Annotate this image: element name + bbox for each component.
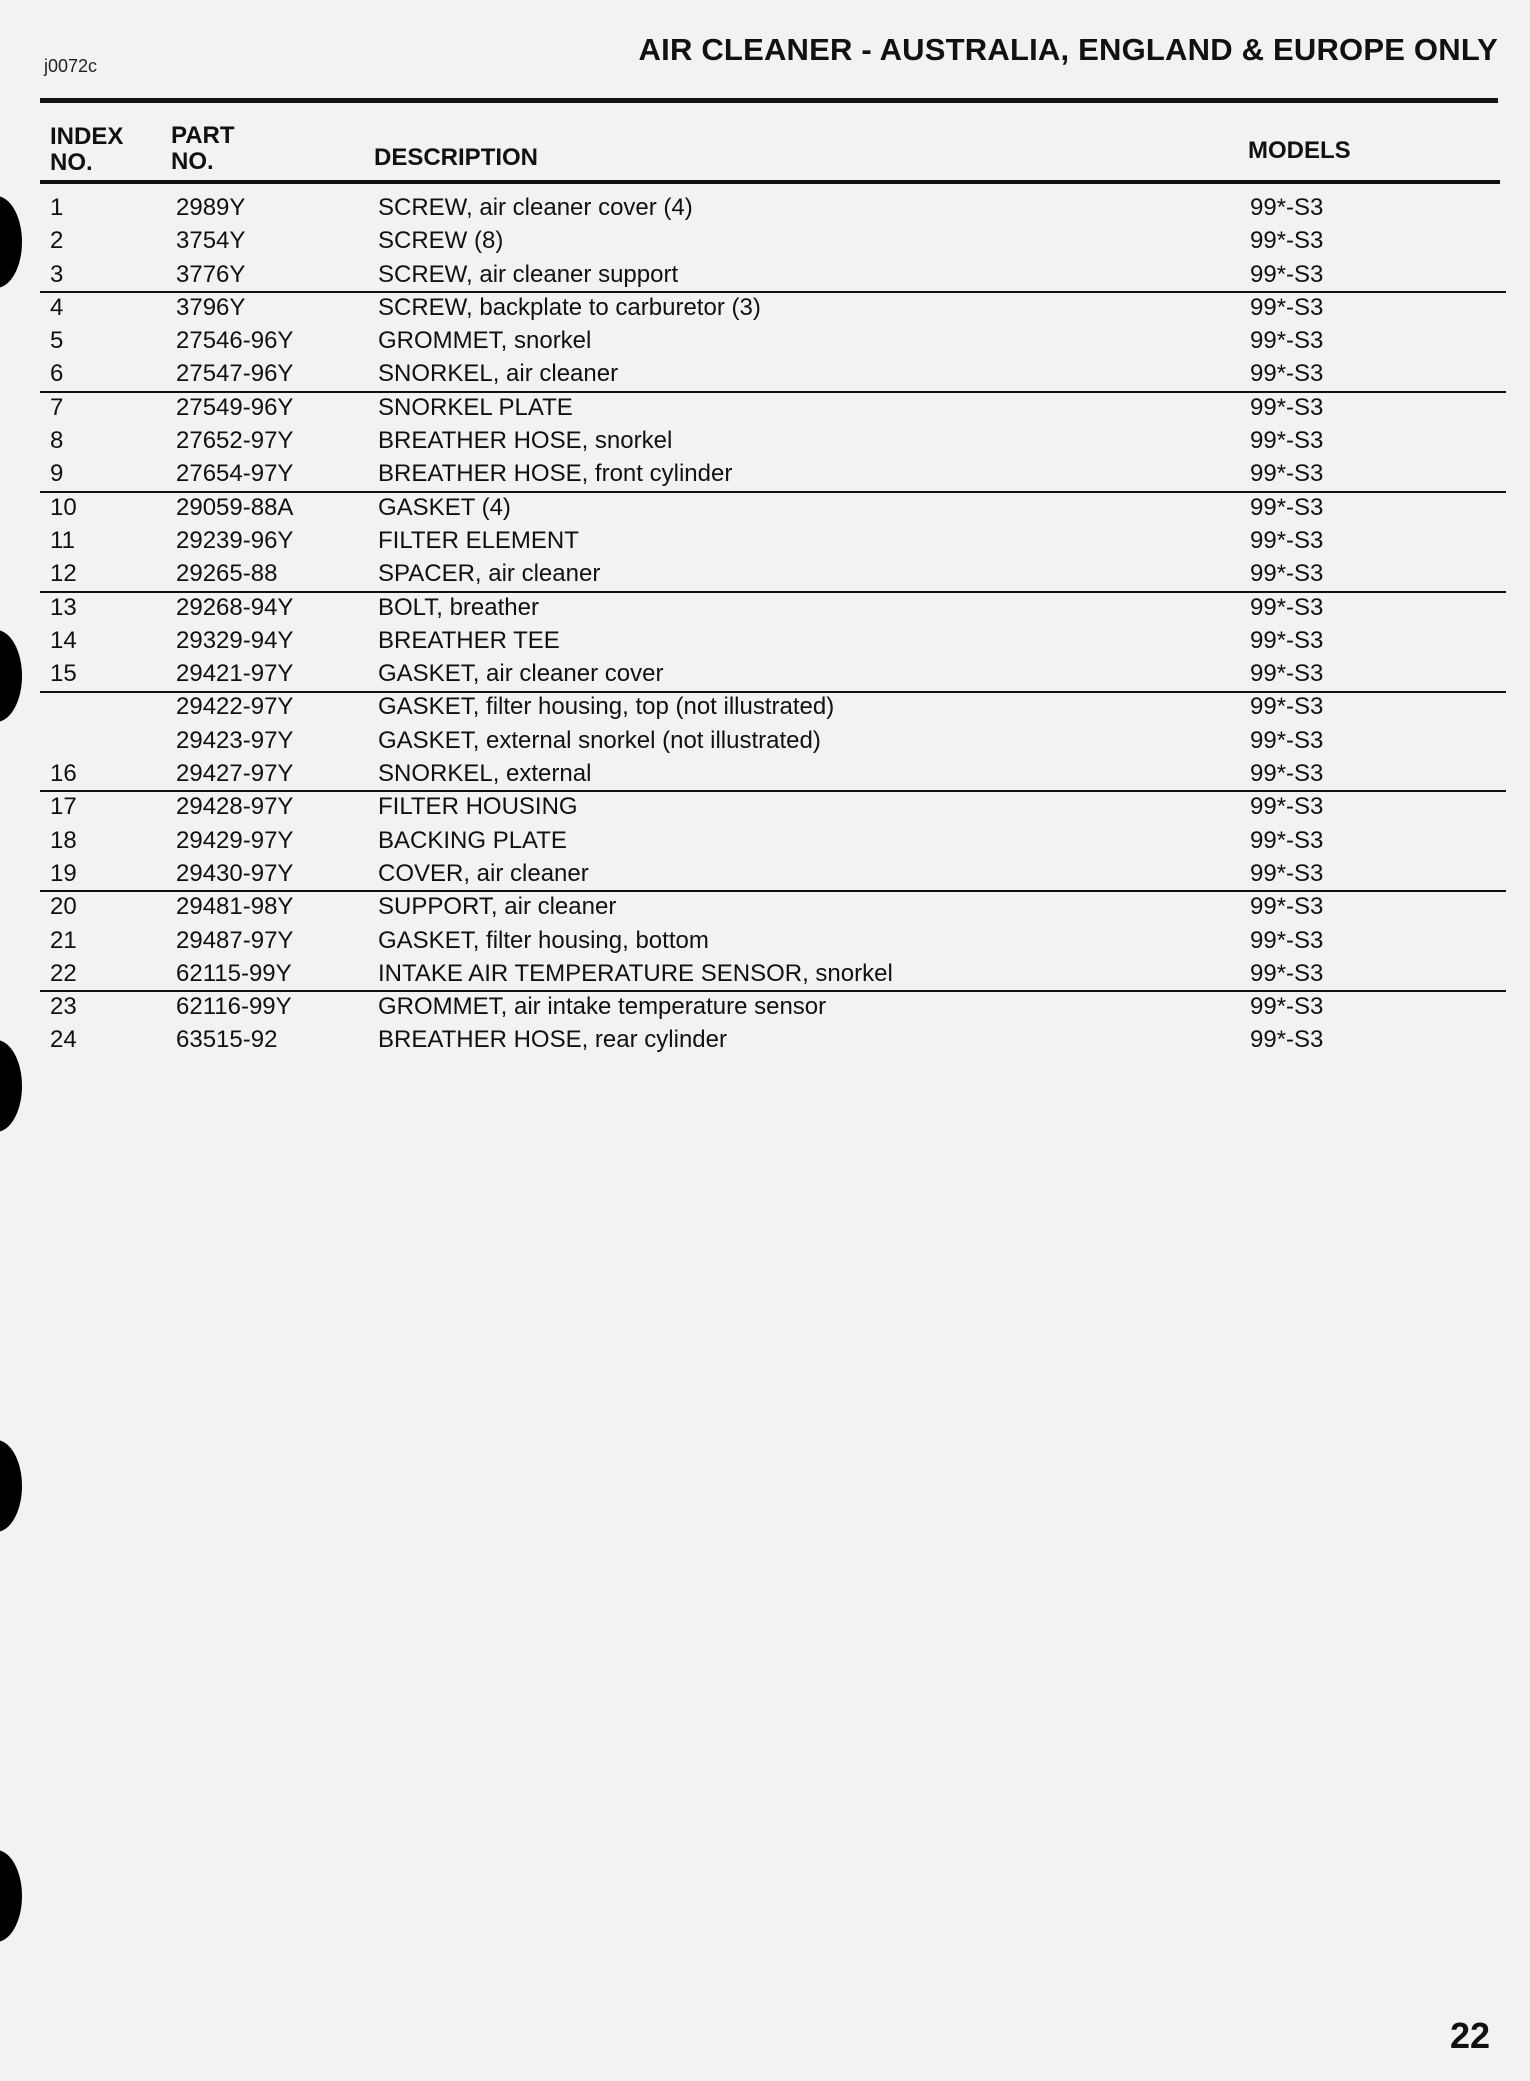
index-cell: 6 xyxy=(50,360,64,388)
part-number-cell: 29428-97Y xyxy=(176,793,294,821)
table-row xyxy=(0,325,1530,358)
table-row xyxy=(0,825,1530,858)
table-row xyxy=(0,1024,1530,1057)
table-row xyxy=(0,358,1530,391)
part-number-cell: 27547-96Y xyxy=(176,360,294,388)
description-cell: SCREW, air cleaner cover (4) xyxy=(378,194,693,221)
part-number-cell: 29239-96Y xyxy=(176,526,294,554)
description-cell: SCREW (8) xyxy=(378,227,504,255)
column-header-models: MODELS xyxy=(1248,137,1351,164)
description-cell: SNORKEL, air cleaner xyxy=(378,360,619,388)
description-cell: GASKET, external snorkel (not illustrated) xyxy=(378,726,821,754)
models-cell: 99*-S3 xyxy=(1250,693,1324,721)
page-number: 22 xyxy=(1449,2015,1490,2056)
description-cell: COVER, air cleaner xyxy=(378,859,589,887)
description-cell: GASKET (4) xyxy=(378,493,511,521)
index-cell: 17 xyxy=(50,793,77,821)
table-row xyxy=(0,891,1530,924)
models-cell: 99*-S3 xyxy=(1250,626,1324,654)
index-cell: 19 xyxy=(50,859,77,887)
index-cell: 16 xyxy=(50,760,77,788)
table-row xyxy=(0,192,1530,225)
index-cell: 11 xyxy=(50,526,75,554)
models-cell: 99*-S3 xyxy=(1250,660,1324,688)
index-cell: 9 xyxy=(50,460,64,488)
table-row xyxy=(0,791,1530,824)
models-cell: 99*-S3 xyxy=(1250,926,1324,954)
description-cell: BACKING PLATE xyxy=(378,826,567,854)
part-number-cell: 29422-97Y xyxy=(176,693,294,721)
table-row xyxy=(0,658,1530,691)
models-cell: 99*-S3 xyxy=(1250,826,1324,854)
part-number-cell: 29427-97Y xyxy=(176,760,294,788)
punch-hole xyxy=(0,1850,22,1942)
models-cell: 99*-S3 xyxy=(1250,793,1324,821)
table-row xyxy=(0,625,1530,658)
models-cell: 99*-S3 xyxy=(1250,760,1324,788)
part-number-cell: 29059-88A xyxy=(176,493,294,521)
index-cell: 3 xyxy=(50,260,64,288)
models-cell: 99*-S3 xyxy=(1250,526,1324,554)
column-header-description: DESCRIPTION xyxy=(374,144,539,171)
description-cell: GASKET, filter housing, top (not illustrated) xyxy=(378,693,835,721)
description-cell: SNORKEL, external xyxy=(378,760,592,788)
part-number-cell: 3754Y xyxy=(176,227,246,255)
header-divider xyxy=(40,180,1500,184)
table-row xyxy=(0,592,1530,625)
table-row xyxy=(0,758,1530,791)
models-cell: 99*-S3 xyxy=(1250,560,1324,588)
description-cell: SCREW, backplate to carburetor (3) xyxy=(378,293,761,321)
punch-hole xyxy=(0,1440,22,1532)
description-cell: SPACER, air cleaner xyxy=(378,560,601,588)
models-cell: 99*-S3 xyxy=(1250,726,1324,754)
index-cell: 20 xyxy=(50,893,77,921)
index-cell: 21 xyxy=(50,926,77,954)
column-header-part-line2: NO. xyxy=(171,148,214,175)
table-row xyxy=(0,292,1530,325)
models-cell: 99*-S3 xyxy=(1250,859,1324,887)
models-cell: 99*-S3 xyxy=(1250,893,1324,921)
index-cell: 10 xyxy=(50,493,77,521)
table-row xyxy=(0,225,1530,258)
index-cell: 5 xyxy=(50,327,64,355)
part-number-cell: 3776Y xyxy=(176,260,246,288)
reference-code: j0072c xyxy=(44,56,98,76)
index-cell: 4 xyxy=(50,293,64,321)
table-row xyxy=(0,492,1530,525)
table-row xyxy=(0,392,1530,425)
title-divider xyxy=(40,98,1498,103)
index-cell: 24 xyxy=(50,1026,77,1054)
description-cell: SNORKEL PLATE xyxy=(378,393,573,421)
table-row xyxy=(0,991,1530,1024)
index-cell: 7 xyxy=(50,393,64,421)
models-cell: 99*-S3 xyxy=(1250,460,1324,488)
part-number-cell: 62116-99Y xyxy=(176,993,292,1021)
models-cell: 99*-S3 xyxy=(1250,993,1324,1021)
parts-table xyxy=(0,192,1530,1058)
models-cell: 99*-S3 xyxy=(1250,260,1324,288)
description-cell: BREATHER HOSE, rear cylinder xyxy=(378,1026,727,1054)
table-row xyxy=(0,458,1530,491)
table-row xyxy=(0,425,1530,458)
description-cell: GROMMET, snorkel xyxy=(378,327,592,355)
column-header-index-line2: NO. xyxy=(50,149,93,176)
table-row xyxy=(0,558,1530,591)
table-row xyxy=(0,858,1530,891)
description-cell: GROMMET, air intake temperature sensor xyxy=(378,993,827,1021)
description-cell: BOLT, breather xyxy=(378,593,539,621)
table-row xyxy=(0,958,1530,991)
description-cell: FILTER ELEMENT xyxy=(378,526,579,554)
part-number-cell: 27652-97Y xyxy=(176,427,294,455)
part-number-cell: 3796Y xyxy=(176,293,246,321)
part-number-cell: 29429-97Y xyxy=(176,826,294,854)
models-cell: 99*-S3 xyxy=(1250,493,1324,521)
part-number-cell: 29421-97Y xyxy=(176,660,294,688)
part-number-cell: 29268-94Y xyxy=(176,593,294,621)
index-cell: 12 xyxy=(50,560,77,588)
index-cell: 23 xyxy=(50,993,77,1021)
models-cell: 99*-S3 xyxy=(1250,1026,1324,1054)
part-number-cell: 27654-97Y xyxy=(176,460,294,488)
description-cell: INTAKE AIR TEMPERATURE SENSOR, snorkel xyxy=(378,959,893,987)
models-cell: 99*-S3 xyxy=(1250,327,1324,355)
models-cell: 99*-S3 xyxy=(1250,393,1324,421)
models-cell: 99*-S3 xyxy=(1250,959,1324,987)
table-row xyxy=(0,259,1530,292)
index-cell: 8 xyxy=(50,427,64,455)
part-number-cell: 29329-94Y xyxy=(176,626,294,654)
index-cell: 1 xyxy=(50,194,64,221)
index-cell: 2 xyxy=(50,227,64,255)
table-row xyxy=(0,925,1530,958)
part-number-cell: 27546-96Y xyxy=(176,327,294,355)
part-number-cell: 27549-96Y xyxy=(176,393,294,421)
models-cell: 99*-S3 xyxy=(1250,360,1324,388)
index-cell: 18 xyxy=(50,826,77,854)
table-row xyxy=(0,525,1530,558)
index-cell: 15 xyxy=(50,660,77,688)
index-cell: 22 xyxy=(50,959,77,987)
part-number-cell: 63515-92 xyxy=(176,1026,278,1054)
column-header-part-line1: PART xyxy=(171,122,235,149)
description-cell: BREATHER HOSE, front cylinder xyxy=(378,460,733,488)
table-row xyxy=(0,691,1530,724)
models-cell: 99*-S3 xyxy=(1250,427,1324,455)
models-cell: 99*-S3 xyxy=(1250,593,1324,621)
part-number-cell: 29430-97Y xyxy=(176,859,294,887)
description-cell: GASKET, air cleaner cover xyxy=(378,660,664,688)
part-number-cell: 2989Y xyxy=(176,194,246,221)
part-number-cell: 62115-99Y xyxy=(176,959,292,987)
page-title: AIR CLEANER - AUSTRALIA, ENGLAND & EUROPE ONLY xyxy=(638,32,1498,67)
description-cell: BREATHER TEE xyxy=(378,626,560,654)
part-number-cell: 29265-88 xyxy=(176,560,278,588)
description-cell: FILTER HOUSING xyxy=(378,793,578,821)
description-cell: BREATHER HOSE, snorkel xyxy=(378,427,673,455)
models-cell: 99*-S3 xyxy=(1250,227,1324,255)
models-cell: 99*-S3 xyxy=(1250,293,1324,321)
part-number-cell: 29487-97Y xyxy=(176,926,294,954)
description-cell: SCREW, air cleaner support xyxy=(378,260,679,288)
index-cell: 14 xyxy=(50,626,77,654)
description-cell: GASKET, filter housing, bottom xyxy=(378,926,709,954)
part-number-cell: 29423-97Y xyxy=(176,726,294,754)
column-header-index-line1: INDEX xyxy=(50,123,124,150)
table-row xyxy=(0,725,1530,758)
index-cell: 13 xyxy=(50,593,77,621)
models-cell: 99*-S3 xyxy=(1250,194,1324,221)
column-header-index xyxy=(50,124,123,176)
column-header-part xyxy=(171,123,235,175)
part-number-cell: 29481-98Y xyxy=(176,893,294,921)
description-cell: SUPPORT, air cleaner xyxy=(378,893,617,921)
